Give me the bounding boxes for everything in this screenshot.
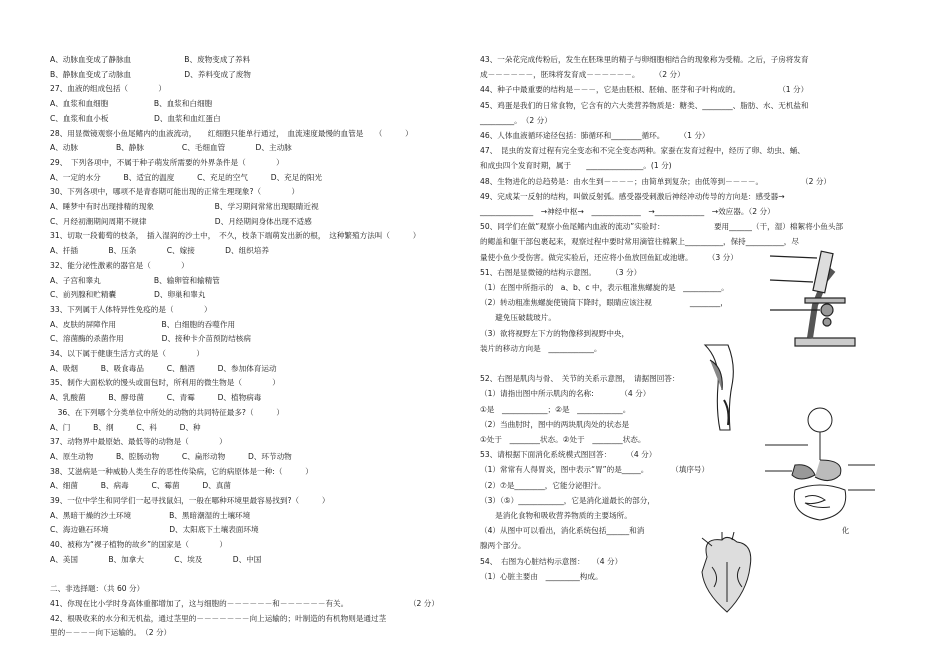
right-line: （1）常常有人得胃炎，图中表示“胃”的是_____。 （填序号）: [480, 465, 710, 475]
left-line: 30、下列各项中，哪项不是青春期可能出现的正常生理现象?（ ）: [50, 187, 300, 197]
right-line: 腺两个部分。: [480, 541, 526, 551]
right-line: 的鳃盖和躯干部包裹起来，观察过程中要时常用滴管往棉絮上__________，保持__________，尽: [480, 237, 799, 247]
left-line: 37、动物界中最原始、最低等的动物是（ ）: [50, 437, 227, 447]
left-line: 34、以下属于健康生活方式的是（ ）: [50, 349, 204, 358]
left-line: 31、切取一段葡萄的枝条， 插入湿润的沙土中， 不久，枝条下端萌发出新的根， 这种繁殖方法叫（ ）: [50, 231, 421, 241]
left-line: 里的－－－－向下运输的。 （2 分）: [50, 628, 172, 638]
left-line: 32、能分泌性激素的器官是（ ）: [50, 260, 189, 270]
left-line: A、皮肤的屏障作用 B、白细胞的吞噬作用: [50, 319, 236, 329]
left-line: 42、根吸收来的水分和无机盐，通过茎里的－－－－－－－向上运输的；叶制造的有机物则是通过茎: [50, 613, 387, 623]
right-line: 54、 右图为心脏结构示意图： （4 分）: [480, 556, 623, 566]
left-line: A、细菌 B、病毒 C、霉菌 D、真菌: [50, 481, 232, 491]
left-line: A、睡梦中有时出现排精的现象 B、学习期间常常出现眼睛近视: [50, 202, 319, 211]
left-line: A、子宫和睾丸 B、输卵管和输精管: [50, 275, 220, 285]
left-line: B、静脉血变成了动脉血 D、养料变成了废物: [50, 69, 251, 79]
right-line: （1）心脏主要由 _________构成。: [480, 571, 603, 581]
right-line: 53、请根据下面消化系统模式图回答： （4 分）: [480, 450, 657, 460]
left-line: A、动脉血变成了静脉血 B、废物变成了养料: [50, 55, 251, 64]
left-line: 27、血液的组成包括（ ）: [50, 84, 166, 94]
right-line: ①是 ____________；②是 ____________。: [480, 404, 631, 414]
right-line: 和成虫四个发育时期，属于 _______________。(1 分): [480, 161, 672, 171]
left-line: 33、下列属于人体特异性免疫的是（ ）: [50, 304, 212, 314]
right-line: 43、一朵花完成传粉后，发生在胚珠里的精子与卵细胞相结合的现象称为受精。之后，子房将发育: [480, 55, 809, 64]
right-line: （2）当曲肘时，图中的两块肌肉处的状态是: [480, 419, 630, 429]
right-line: 44、种子中最重要的结构是－－－，它是由胚根、胚轴、胚芽和子叶构成的。 （1 分）: [480, 85, 809, 95]
left-line: A、血浆和血细胞 B、血浆和白细胞: [50, 99, 213, 109]
right-line: 49、完成某一反射的结构，叫做反射弧。感受器受刺激后神经冲动传导的方向是：感受器→: [480, 191, 785, 201]
right-line: （3）欲将视野左下方的物像移到视野中央，: [480, 328, 630, 338]
right-line: （1）请指出图中所示肌肉的名称: （4 分）: [480, 389, 651, 399]
right-line: ______________ →神经中枢→ _____________ →_____________ →效应器。（2 分）: [480, 207, 775, 216]
left-line: A、美国 B、加拿大 C、埃及 D、中国: [50, 554, 262, 564]
left-line: A、动脉 B、静脉 C、毛细血管 D、主动脉: [50, 143, 292, 153]
left-line: 39、一位中学生和同学们一起寻找鼠妇，一般在哪种环境里最容易找到?（ ）: [50, 496, 330, 505]
right-line: _________。 （2 分）: [480, 115, 552, 125]
digestive-system-figure: [760, 405, 880, 535]
left-line: A、吸烟 B、吸食毒品 C、酗酒 D、参加体育运动: [50, 363, 277, 373]
right-line: 52、右图是肌肉与骨、 关节的关系示意图， 请据图回答：: [480, 374, 680, 384]
arm-muscle-figure: [700, 340, 750, 435]
right-line: 50、同学们在做“观察小鱼尾鳍内血液的流动”实验时： 要用______（干，湿）棉絮将小鱼头部: [480, 222, 844, 232]
right-line: （4）从图中可以看出，消化系统包括______和消 化: [480, 526, 850, 536]
left-line: 36、在下列哪个分类单位中所处的动物的共同特征最多?（ ）: [50, 407, 284, 417]
left-line: A、扦插 B、压条 C、嫁接 D、组织培养: [50, 246, 269, 256]
left-line: 38、艾滋病是一种威胁人类生存的恶性传染病，它的病原体是一种:（ ）: [50, 466, 313, 476]
left-line: C、海边礁石环境 D、太阳底下土壤表面环境: [50, 525, 259, 535]
left-line: 41、你现在比小学时身高体重都增加了，这与细胞的－－－－－－和－－－－－－有关。 （2 分）: [50, 598, 439, 608]
right-line: 量使小鱼少受伤害。做完实验后，还应将小鱼放回鱼缸或池塘。 （3 分）: [480, 252, 738, 262]
left-line: 35、制作大面松软的馒头或面包时，所利用的微生物是（ ）: [50, 378, 280, 388]
left-line: 40、被称为“裸子植物的故乡”的国家是（ ）: [50, 540, 227, 550]
right-line: （2）转动粗准焦螺旋使镜筒下降时，眼睛应该注视 ________，: [480, 298, 728, 308]
microscope-figure: [765, 250, 875, 350]
left-line: C、溶菌酶的杀菌作用 D、接种卡介苗预防结核病: [50, 334, 251, 344]
right-line: 47、 昆虫的发育过程有完全变态和不完全变态两种。家蚕在发育过程中，经历了卵、幼虫、蛹、: [480, 146, 805, 156]
left-line: 28、用显微镜观察小鱼尾鳍内的血液流动， 红细胞只能单行通过， 血流速度最慢的血管是 （ ）: [50, 128, 413, 138]
left-line: C、月经初潮期间周期不规律 D、月经期间身体出现不适感: [50, 216, 312, 226]
left-line: A、一定的水分 B、适宜的温度 C、充足的空气 D、充足的阳光: [50, 172, 323, 182]
right-line: （3）（⑤）____________，它是消化道最长的部分，: [480, 495, 655, 505]
right-line: （2）⑦是________，它能分泌胆汁。: [480, 480, 606, 490]
left-line: C、血浆和血小板 D、血浆和血红蛋白: [50, 113, 221, 123]
right-line: （1）在图中所指示的 a、b、c 中，表示粗准焦螺旋的是 __________。: [480, 283, 729, 292]
right-line: 装片的移动方向是 ____________。: [480, 343, 602, 353]
right-line: 成－－－－－－，胚珠将发育成－－－－－－。 （2 分）: [480, 70, 685, 80]
right-line: 避免压破载玻片。: [480, 313, 556, 323]
heart-figure: [692, 532, 762, 617]
right-line: 46、人体血液循环途径包括：肺循环和________循环。 （1 分）: [480, 131, 710, 140]
left-line: 二、非选择题：（共 60 分）: [50, 584, 145, 594]
right-line: 51、右图是显微镜的结构示意图。 （3 分）: [480, 267, 642, 277]
left-line: C、前列腺和贮精囊 D、卵巢和睾丸: [50, 290, 206, 300]
left-line: A、门 B、纲 C、科 D、种: [50, 422, 201, 432]
left-line: A、原生动物 B、腔肠动物 C、扁形动物 D、环节动物: [50, 451, 292, 461]
left-line: A、乳酸菌 B、酵母菌 C、青霉 D、植物病毒: [50, 393, 262, 403]
right-line: 是消化食物和吸收营养物质的主要场所。: [480, 511, 632, 520]
left-line: A、黑暗干燥的沙土环境 B、黑暗潮湿的土壤环境: [50, 510, 251, 520]
right-line: 45、鸡蛋是我们的日常食物，它含有的六大类营养物质是：糖类、________、脂肪、水、无机盐和: [480, 100, 809, 110]
right-line: ①处于 ________状态。②处于 ________状态。: [480, 435, 646, 444]
left-line: 29、 下列各项中，不属于种子萌发所需要的外界条件是（ ）: [50, 157, 284, 167]
right-line: 48、生物进化的总趋势是：由水生到－－－－；由简单到复杂；由低等到－－－－。 （2 分）: [480, 176, 832, 186]
